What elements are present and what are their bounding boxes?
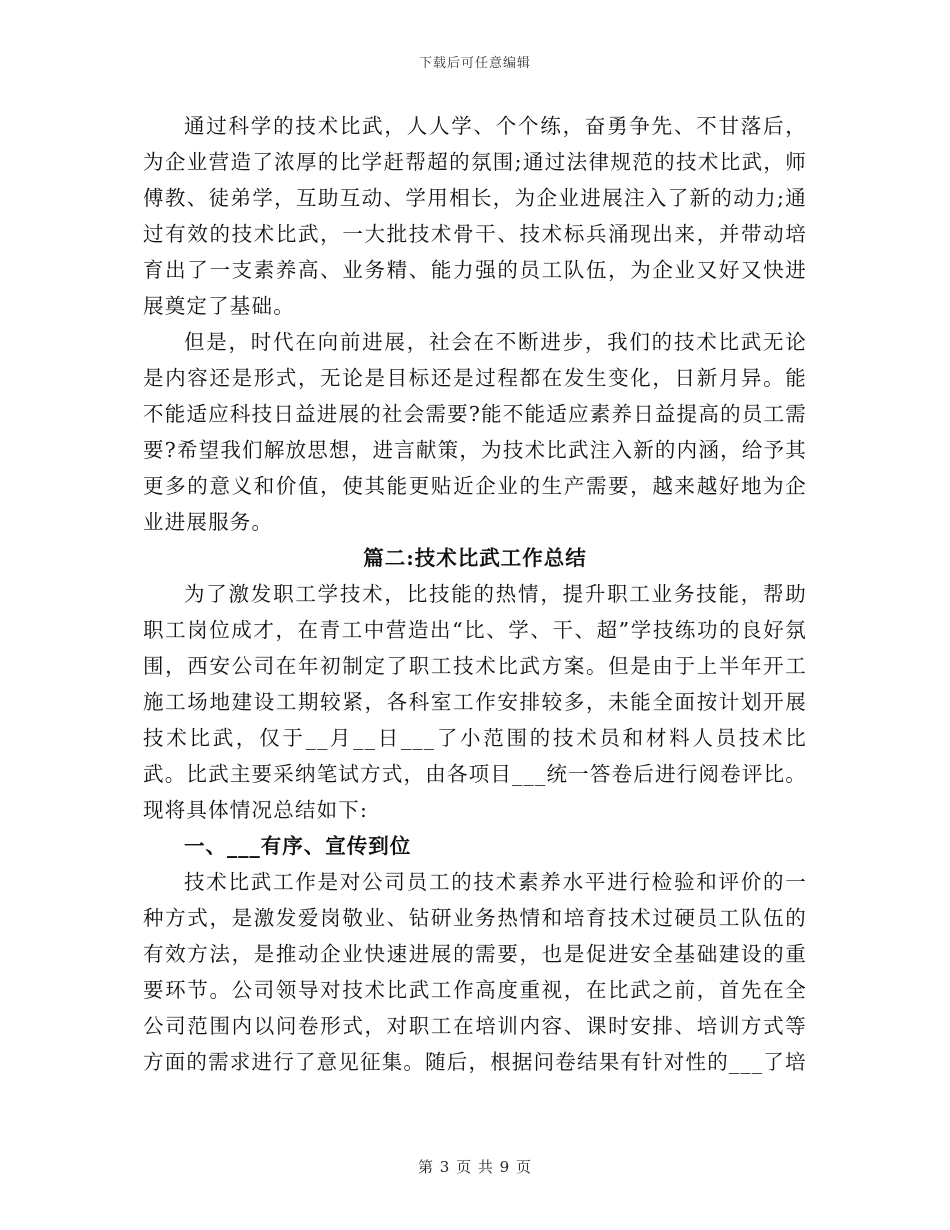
paragraph-4: 技术比武工作是对公司员工的技术素养水平进行检验和评价的一种方式，是激发爱岗敬业、钻研业务热情和培育技术过硬员工队伍的有效方法，是推动企业快速进展的需要，也是促进安全基础建设的重要环节。公司领导对技术比武工作高度重视，在比武之前，首先在全公司范围内以问卷形式，对职工在培训内容、课时安排、培训方式等方面的需求进行了意见征集。随后，根据问卷结果有针对性的___了培 xyxy=(143,870,807,1074)
paragraph-2: 但是，时代在向前进展，社会在不断进步，我们的技术比武无论是内容还是形式，无论是目标还是过程都在发生变化，日新月异。能不能适应科技日益进展的社会需要?能不能适应素养日益提高的员工需要?希望我们解放思想，进言献策，为技术比武注入新的内涵，给予其更多的意义和价值，使其能更贴近企业的生产需要，越来越好地为企业进展服务。 xyxy=(143,330,807,534)
paragraph-1: 通过科学的技术比武，人人学、个个练，奋勇争先、不甘落后，为企业营造了浓厚的比学赶帮超的氛围;通过法律规范的技术比武，师傅教、徒弟学，互助互动、学用相长，为企业进展注入了新的动力;通过有效的技术比武，一大批技术骨干、技术标兵涌现出来，并带动培育出了一支素养高、业务精、能力强的员工队伍，为企业又好又快进展奠定了基础。 xyxy=(143,114,807,318)
page-number: 第 3 页 共 9 页 xyxy=(418,1158,532,1176)
page-header: 下载后可任意编辑 xyxy=(418,56,531,71)
document-body xyxy=(143,108,807,1080)
sub-heading-1: 一、___有序、宣传到位 xyxy=(184,834,412,858)
section-title: 篇二:技术比武工作总结 xyxy=(363,546,587,570)
paragraph-3: 为了激发职工学技术，比技能的热情，提升职工业务技能，帮助职工岗位成才，在青工中营造出“比、学、干、超”学技练功的良好氛围，西安公司在年初制定了职工技术比武方案。但是由于上半年开工施工场地建设工期较紧，各科室工作安排较多，未能全面按计划开展技术比武，仅于__月__日___了小范围的技术员和材料人员技术比武。比武主要采纳笔试方式，由各项目___统一答卷后进行阅卷评比。现将具体情况总结如下: xyxy=(143,582,807,822)
